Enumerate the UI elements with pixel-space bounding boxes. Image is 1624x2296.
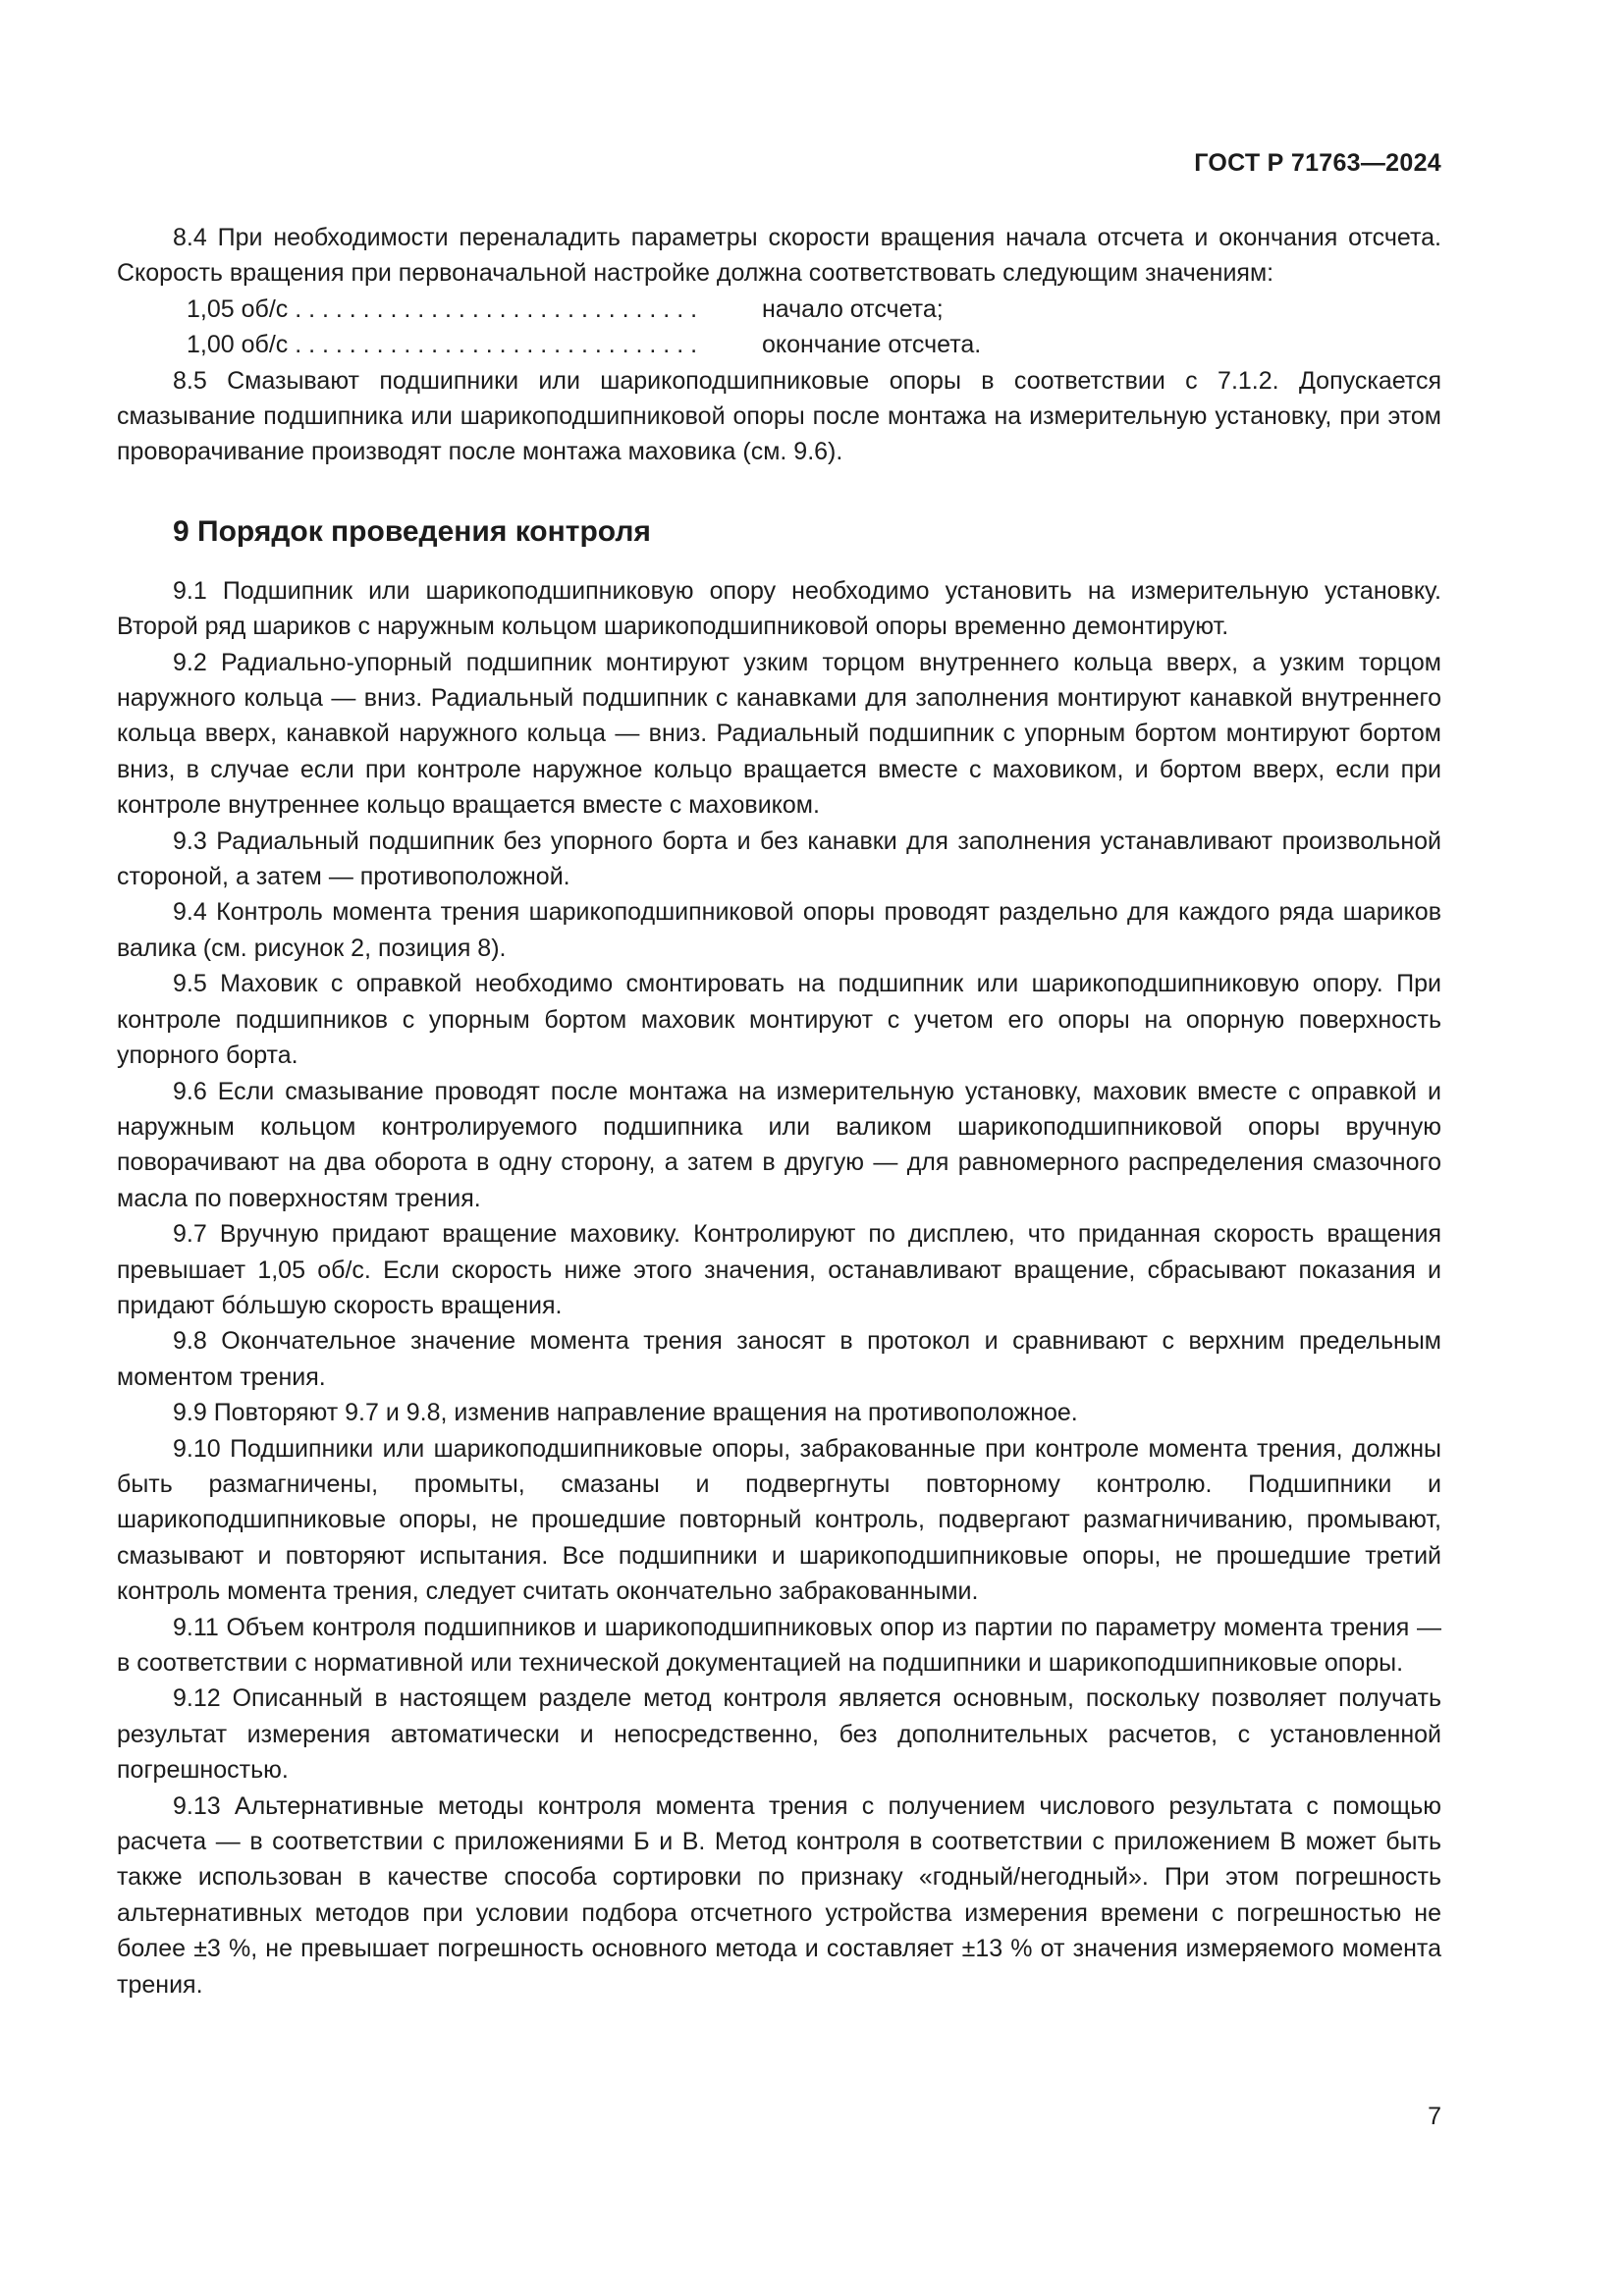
paragraph-9-10: 9.10 Подшипники или шарикоподшипниковые опоры, забракованные при контроле момента трения, должны быть размагничены, промыты, смазаны и подвергнуты повторному контролю. Подшипники и шарикоподшипниковые опоры, не прошедшие повторный контроль, подвергают размагничиванию, промывают, смазывают и повторяют испытания. Все подшипники и шарикоподшипниковые опоры, не прошедшие третий контроль момента трения, следует считать окончательно забракованными.: [117, 1434, 1441, 1606]
value-number: 1,05 об/с: [187, 294, 289, 323]
page-number: 7: [1428, 2103, 1441, 2130]
paragraph-9-9: 9.9 Повторяют 9.7 и 9.8, изменив направление вращения на противоположное.: [173, 1399, 1078, 1427]
leader-dots: . . . . . . . . . . . . . . . . . . . . . . . . . . . . . .: [288, 294, 698, 323]
paragraph-9-7: 9.7 Вручную придают вращение маховику. Контролируют по дисплею, что приданная скорость вращения превышает 1,05 об/с. Если скорость ниже этого значения, останавливают вращение, сбрасывают показания и придают бóльшую скорость вращения.: [117, 1220, 1441, 1319]
paragraph-9-5: 9.5 Маховик с оправкой необходимо смонтировать на подшипник или шарикоподшипниковую опору. При контроле подшипников с упорным бортом маховик монтируют с учетом его опоры на опорную поверхность упорного борта.: [117, 970, 1441, 1070]
section-title: 9 Порядок проведения контроля: [173, 514, 651, 548]
paragraph-9-4: 9.4 Контроль момента трения шарикоподшипниковой опоры проводят раздельно для каждого ряда шариков валика (см. рисунок 2, позиция 8).: [117, 898, 1441, 962]
value-row-start: [117, 292, 1441, 327]
paragraph-9-6: 9.6 Если смазывание проводят после монтажа на измерительную установку, маховик вместе с оправкой и наружным кольцом контролируемого подшипника или валиком шарикоподшипниковой опоры вручную поворачивают на два оборота в одну сторону, а затем в другую — для равномерного распределения смазочного масла по поверхностям трения.: [117, 1077, 1441, 1212]
paragraph-9-11: 9.11 Объем контроля подшипников и шарикоподшипниковых опор из партии по параметру момента трения — в соответствии с нормативной или технической документацией на подшипники и шарикоподшипниковые опоры.: [117, 1613, 1441, 1677]
paragraph-9-1: 9.1 Подшипник или шарикоподшипниковую опору необходимо установить на измерительную установку. Второй ряд шариков с наружным кольцом шарикоподшипниковой опоры временно демонтируют.: [117, 576, 1441, 641]
leader-dots: . . . . . . . . . . . . . . . . . . . . . . . . . . . . . .: [288, 331, 698, 359]
standard-designation: ГОСТ Р 71763—2024: [1194, 149, 1441, 177]
value-row-end: [117, 327, 1441, 362]
paragraph-9-12: 9.12 Описанный в настоящем разделе метод контроля является основным, поскольку позволяет получать результат измерения автоматически и непосредственно, без дополнительных расчетов, с установленной погрешностью.: [117, 1684, 1441, 1785]
value-description: окончание отсчета.: [762, 331, 982, 359]
paragraph-8-4: 8.4 При необходимости переналадить параметры скорости вращения начала отсчета и окончания отсчета. Скорость вращения при первоначальной настройке должна соответствовать следующим значениям:: [117, 224, 1441, 288]
paragraph-9-8: 9.8 Окончательное значение момента трения заносят в протокол и сравнивают с верхним предельным моментом трения.: [117, 1327, 1441, 1391]
paragraph-9-2: 9.2 Радиально-упорный подшипник монтируют узким торцом внутреннего кольца вверх, а узким торцом наружного кольца — вниз. Радиальный подшипник с канавками для заполнения монтируют канавкой внутреннего кольца вверх, канавкой наружного кольца — вниз. Радиальный подшипник с упорным бортом монтируют бортом вниз, в случае если при контроле наружное кольцо вращается вместе с маховиком, и бортом вверх, если при контроле внутреннее кольцо вращается вместе с маховиком.: [117, 648, 1441, 820]
value-number: 1,00 об/с: [187, 331, 289, 359]
value-description: начало отсчета;: [762, 294, 944, 323]
paragraph-8-5: 8.5 Смазывают подшипники или шарикоподшипниковые опоры в соответствии с 7.1.2. Допускается смазывание подшипника или шарикоподшипниковой опоры после монтажа на измерительную установку, при этом проворачивание производят после монтажа маховика (см. 9.6).: [117, 366, 1441, 466]
page-content: [117, 220, 1441, 2002]
paragraph-9-3: 9.3 Радиальный подшипник без упорного борта и без канавки для заполнения устанавливают произвольной стороной, а затем — противоположной.: [117, 827, 1441, 891]
paragraph-9-13: 9.13 Альтернативные методы контроля момента трения с получением числового результата с помощью расчета — в соответствии с приложениями Б и В. Метод контроля в соответствии с приложением В может быть также использован в качестве способа сортировки по признаку «годный/негодный». При этом погрешность альтернативных методов при условии подбора отсчетного устройства измерения времени с погрешностью не более ±3 %, не превышает погрешность основного метода и составляет ±13 % от значения измеряемого момента трения.: [117, 1791, 1441, 1999]
